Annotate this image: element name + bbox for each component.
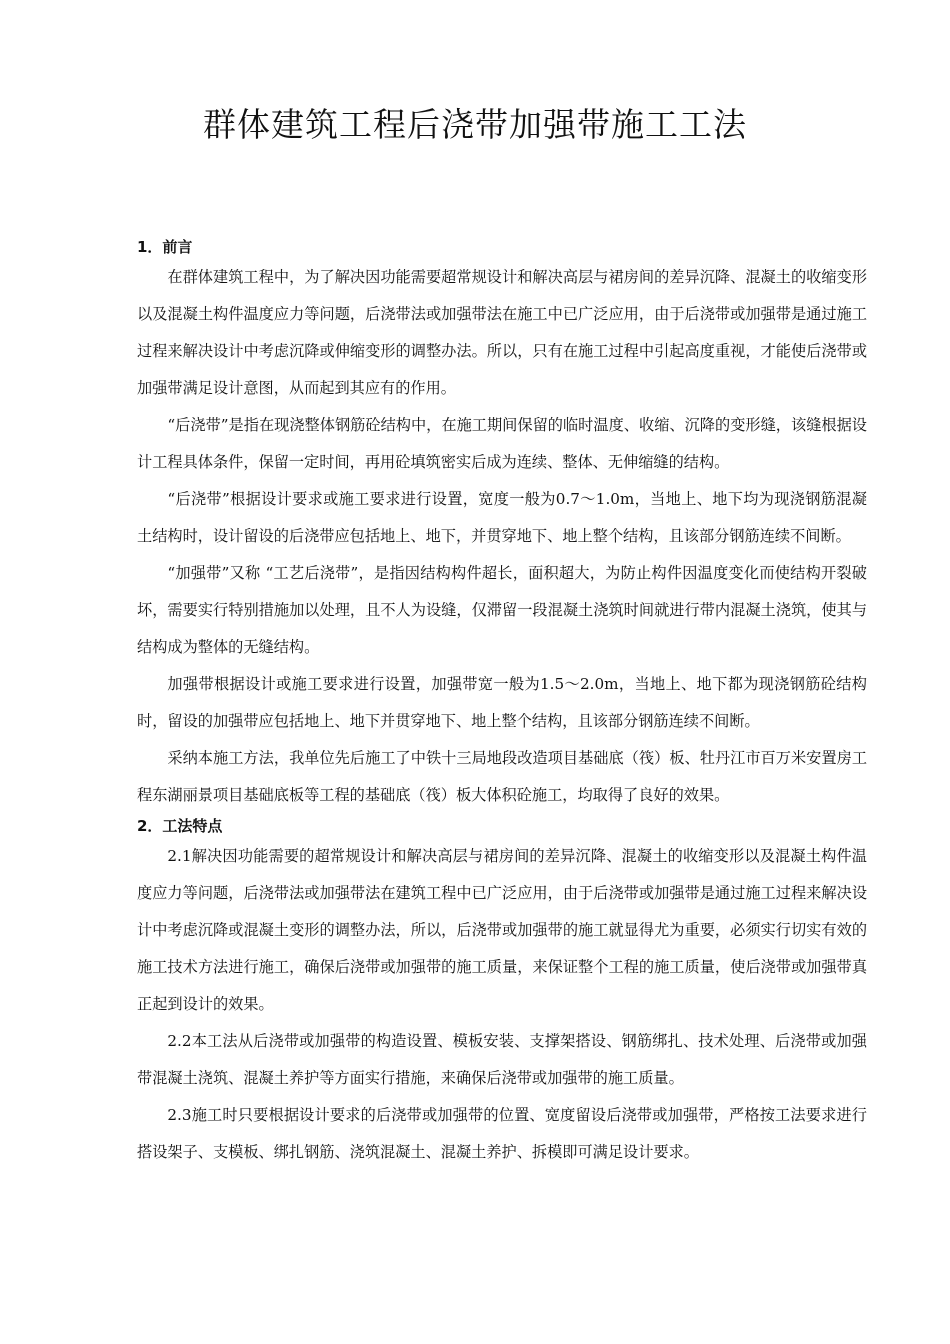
paragraph: 2.1解决因功能需要的超常规设计和解决高层与裙房间的差异沉降、混凝土的收缩变形以及混凝土构件温度应力等问题，后浇带法或加强带法在建筑工程中已广泛应用，由于后浇带或加强带是通过施工过程来解决设计中考虑沉降或混凝土变形的调整办法，所以，后浇带或加强带的施工就显得尤为重要，必须实行切实有效的施工技术方法进行施工，确保后浇带或加强带的施工质量，来保证整个工程的施工质量，使后浇带或加强带真正起到设计的效果。 bbox=[137, 847, 867, 1013]
paragraph: 2.3施工时只要根据设计要求的后浇带或加强带的位置、宽度留设后浇带或加强带，严格按工法要求进行搭设架子、支模板、绑扎钢筋、浇筑混凝土、混凝土养护、拆模即可满足设计要求。 bbox=[137, 1106, 867, 1161]
paragraph: “加强带”又称 “工艺后浇带”，是指因结构构件超长，面积超大，为防止构件因温度变化而使结构开裂破坏，需要实行特别措施加以处理，且不人为设缝，仅滞留一段混凝土浇筑时间就进行带内混凝土浇筑，使其与结构成为整体的无缝结构。 bbox=[137, 564, 867, 656]
document-title: 群体建筑工程后浇带加强带施工工法 bbox=[203, 105, 747, 144]
paragraph: 2.2本工法从后浇带或加强带的构造设置、模板安装、支撑架搭设、钢筋绑扎、技术处理、后浇带或加强带混凝土浇筑、混凝土养护等方面实行措施，来确保后浇带或加强带的施工质量。 bbox=[137, 1032, 867, 1087]
section-heading-preface: 1．前言 bbox=[137, 238, 193, 256]
paragraph: “后浇带”是指在现浇整体钢筋砼结构中，在施工期间保留的临时温度、收缩、沉降的变形缝，该缝根据设计工程具体条件，保留一定时间，再用砼填筑密实后成为连续、整体、无伸缩缝的结构。 bbox=[137, 416, 867, 471]
paragraph: 采纳本施工方法，我单位先后施工了中铁十三局地段改造项目基础底（筏）板、牡丹江市百万米安置房工程东湖丽景项目基础底板等工程的基础底（筏）板大体积砼施工，均取得了良好的效果。 bbox=[137, 749, 867, 804]
document-body bbox=[137, 235, 867, 1171]
section-heading-features: 2．工法特点 bbox=[137, 817, 223, 835]
paragraph: 在群体建筑工程中，为了解决因功能需要超常规设计和解决高层与裙房间的差异沉降、混凝土的收缩变形以及混凝土构件温度应力等问题，后浇带法或加强带法在施工中已广泛应用，由于后浇带或加强带是通过施工过程来解决设计中考虑沉降或伸缩变形的调整办法。所以，只有在施工过程中引起高度重视，才能使后浇带或加强带满足设计意图，从而起到其应有的作用。 bbox=[137, 268, 867, 397]
paragraph: “后浇带”根据设计要求或施工要求进行设置，宽度一般为0.7～1.0m，当地上、地下均为现浇钢筋混凝土结构时，设计留设的后浇带应包括地上、地下，并贯穿地下、地上整个结构，且该部分钢筋连续不间断。 bbox=[137, 490, 867, 545]
paragraph: 加强带根据设计或施工要求进行设置，加强带宽一般为1.5～2.0m，当地上、地下都为现浇钢筋砼结构时，留设的加强带应包括地上、地下并贯穿地下、地上整个结构，且该部分钢筋连续不间断。 bbox=[137, 675, 867, 730]
